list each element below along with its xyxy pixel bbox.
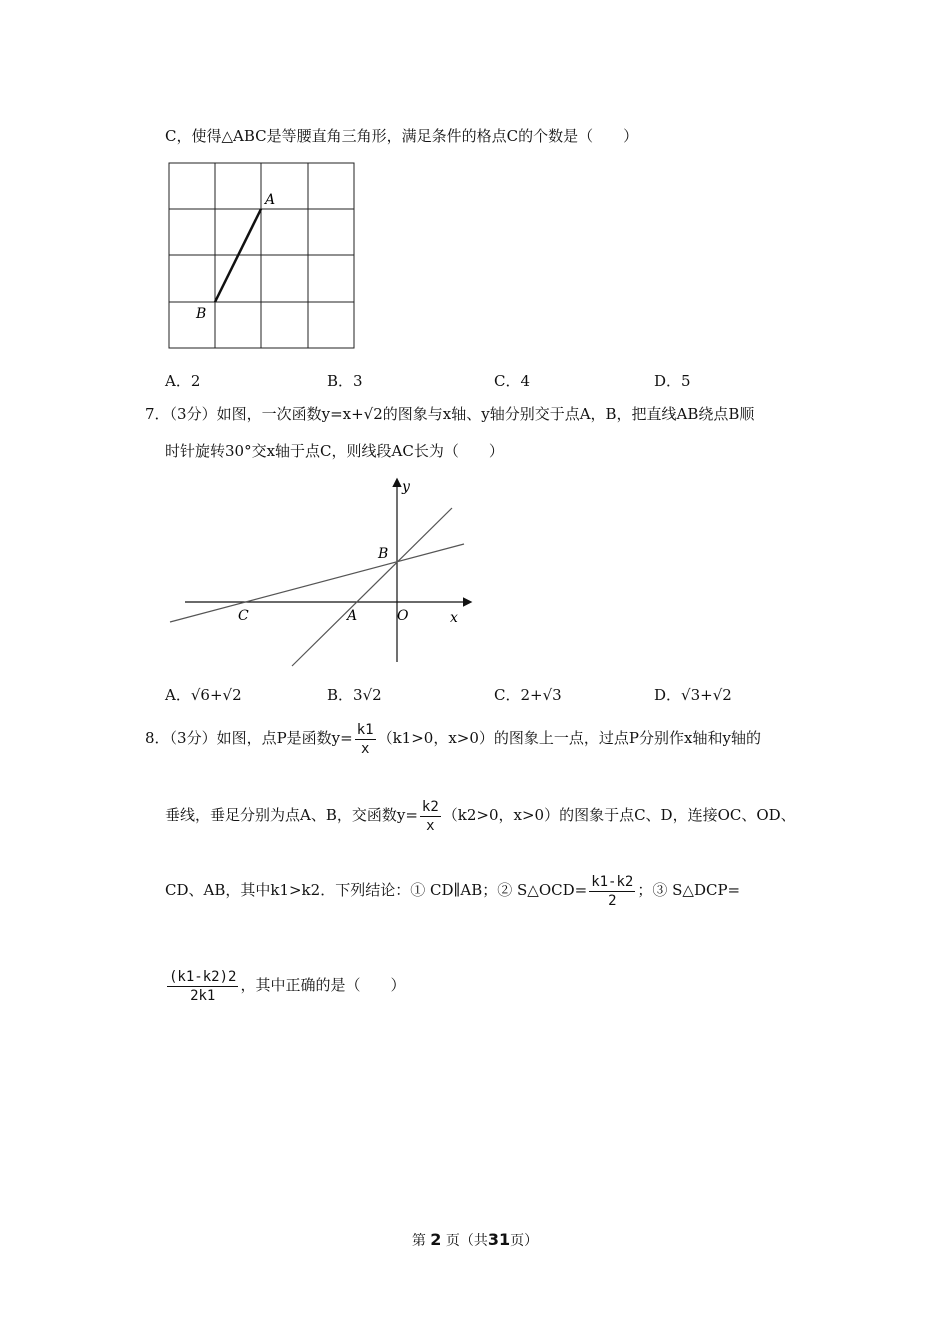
grid-label-a: A: [265, 192, 276, 208]
q8-line1: 8．（3分）如图，点P是函数y= $\frac{k1}{x}$ （k1>0，x>0）的图象上一点，过点P分别作x轴和y轴的: [145, 721, 761, 757]
q7-figure: [165, 472, 485, 672]
q7-line1: 7．（3分）如图，一次函数y=x+√2的图象与x轴、y轴分别交于点A，B，把直线AB绕点B顺: [145, 405, 755, 423]
line-bc: [170, 544, 464, 622]
fraction-k1-over-x: $\frac{k1}{x}$: [356, 721, 374, 757]
q6-stem-tail: C，使得△ABC是等腰直角三角形，满足条件的格点C的个数是（ ）: [165, 127, 639, 145]
label-o: O: [397, 608, 409, 624]
q7-option-b: B．3√2: [327, 686, 382, 704]
page-total: 31: [487, 1230, 511, 1249]
q7-line2: 时针旋转30°交x轴于点C，则线段AC长为（ ）: [165, 442, 504, 460]
q6-grid-figure: [168, 162, 358, 352]
q6-option-a: A．2: [165, 372, 201, 390]
fraction-k1-minus-k2-over-2: $\frac{k1-k2}{2}$: [591, 873, 634, 909]
q8-line4: $\frac{(k1-k2)2}{2k1}$ ，其中正确的是（ ）: [169, 968, 406, 1004]
q8-line3: CD、AB，其中k1>k2．下列结论：① CD∥AB；② S△OCD= $\frac{k1-k2}{2}$ ；③ S△DCP=: [165, 873, 741, 909]
q7-option-d: D．√3+√2: [654, 686, 732, 704]
page-footer: 第 2 页（共31页）: [411, 1230, 539, 1249]
fraction-squared-over-2k1: $\frac{(k1-k2)2}{2k1}$: [169, 968, 237, 1004]
q6-option-b: B．3: [327, 372, 363, 390]
fraction-k2-over-x: $\frac{k2}{x}$: [421, 798, 439, 834]
q8-line2: 垂线，垂足分别为点A、B，交函数y= $\frac{k2}{x}$ （k2>0，x>0）的图象于点C、D，连接OC、OD、: [165, 798, 796, 834]
q7-option-a: A．√6+√2: [165, 686, 242, 704]
label-a: A: [347, 608, 358, 624]
q6-option-c: C．4: [494, 372, 531, 390]
grid-label-b: B: [196, 306, 207, 322]
label-x: x: [450, 610, 458, 626]
q7-option-c: C．2+√3: [494, 686, 562, 704]
page-number: 2: [430, 1230, 442, 1249]
line-ab: [292, 508, 452, 666]
label-y: y: [402, 479, 410, 495]
label-c: C: [238, 608, 249, 624]
label-b: B: [378, 546, 389, 562]
q6-option-d: D．5: [654, 372, 691, 390]
